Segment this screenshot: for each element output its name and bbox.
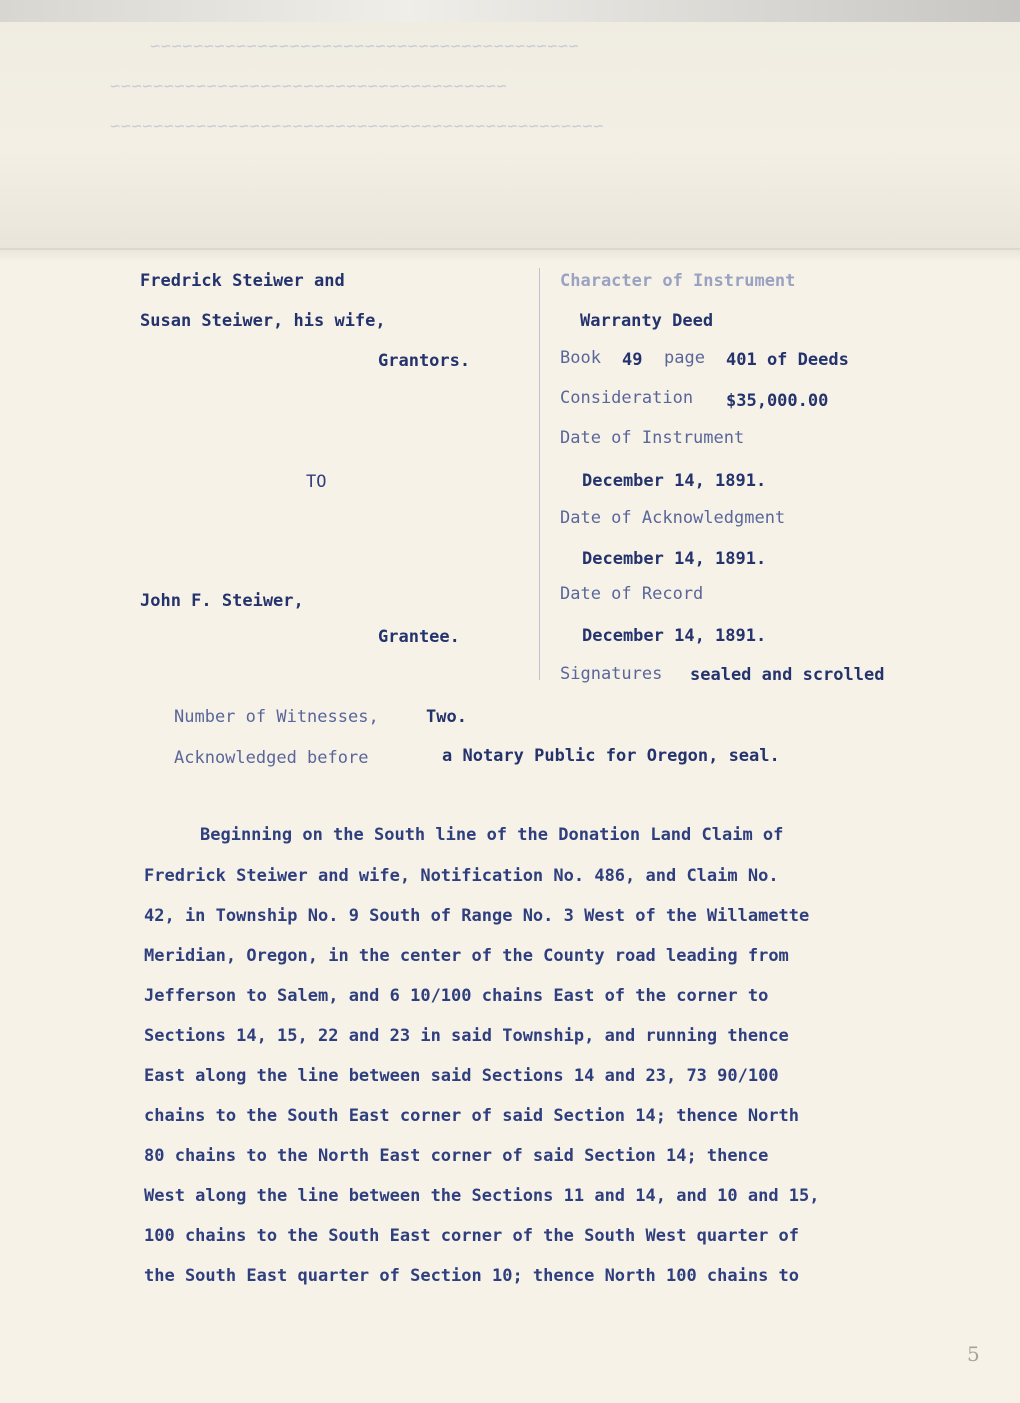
legal-description-line: the South East quarter of Section 10; thence North 100 chains to xyxy=(144,1266,800,1286)
paper-edge xyxy=(0,0,1020,22)
legal-description-line: chains to the South East corner of said Section 14; thence North xyxy=(144,1106,800,1126)
page-label: page xyxy=(664,348,705,368)
date-instrument-label: Date of Instrument xyxy=(560,428,745,448)
grantee-name: John F. Steiwer, xyxy=(140,591,304,611)
legal-description-line: East along the line between said Sections 14 and 23, 73 90/100 xyxy=(144,1066,779,1086)
grantors-label: Grantors. xyxy=(378,351,471,371)
acknowledged-label: Acknowledged before xyxy=(174,748,369,768)
date-record-value: December 14, 1891. xyxy=(582,626,767,646)
legal-description-line: Fredrick Steiwer and wife, Notification No. 486, and Claim No. xyxy=(144,866,779,886)
fold-shadow xyxy=(0,248,1020,262)
book-number: 49 xyxy=(622,350,643,370)
bracket-divider xyxy=(533,268,540,680)
witnesses-value: Two. xyxy=(426,707,467,727)
character-value: Warranty Deed xyxy=(580,311,714,331)
legal-description-line: Sections 14, 15, 22 and 23 in said Township, and running thence xyxy=(144,1026,789,1046)
legal-description-line: Beginning on the South line of the Donation Land Claim of xyxy=(200,825,784,845)
page-number: 5 xyxy=(967,1342,980,1366)
date-ack-label: Date of Acknowledgment xyxy=(560,508,786,528)
legal-description-line: Meridian, Oregon, in the center of the County road leading from xyxy=(144,946,789,966)
consideration-value: $35,000.00 xyxy=(726,391,829,411)
legal-description-line: West along the line between the Sections 11 and 14, and 10 and 15, xyxy=(144,1186,820,1206)
to-label: TO xyxy=(306,472,327,492)
page-value: 401 of Deeds xyxy=(726,350,849,370)
legal-description-line: 42, in Township No. 9 South of Range No. 3 West of the Willamette xyxy=(144,906,810,926)
date-record-label: Date of Record xyxy=(560,584,704,604)
acknowledged-value: a Notary Public for Oregon, seal. xyxy=(442,746,780,766)
book-label: Book xyxy=(560,348,601,368)
grantors-line-2: Susan Steiwer, his wife, xyxy=(140,311,386,331)
show-through-text: ~~~~~~~~~~~~~~~~~~~~~~~~~~~~~~~~~~~~~~~~~~~~~~ xyxy=(110,116,604,136)
legal-description-line: 100 chains to the South East corner of the South West quarter of xyxy=(144,1226,800,1246)
signatures-value: sealed and scrolled xyxy=(690,665,885,685)
legal-description-line: 80 chains to the North East corner of said Section 14; thence xyxy=(144,1146,769,1166)
signatures-label: Signatures xyxy=(560,664,663,684)
witnesses-label: Number of Witnesses, xyxy=(174,707,379,727)
show-through-text: ~~~~~~~~~~~~~~~~~~~~~~~~~~~~~~~~~~~~~~~~ xyxy=(150,36,580,56)
character-label: Character of Instrument xyxy=(560,271,796,291)
grantee-label: Grantee. xyxy=(378,627,460,647)
grantors-line-1: Fredrick Steiwer and xyxy=(140,271,345,291)
show-through-text: ~~~~~~~~~~~~~~~~~~~~~~~~~~~~~~~~~~~~~ xyxy=(110,76,508,96)
consideration-label: Consideration xyxy=(560,388,694,408)
date-ack-value: December 14, 1891. xyxy=(582,549,767,569)
legal-description-line: Jefferson to Salem, and 6 10/100 chains East of the corner to xyxy=(144,986,769,1006)
date-instrument-value: December 14, 1891. xyxy=(582,471,767,491)
